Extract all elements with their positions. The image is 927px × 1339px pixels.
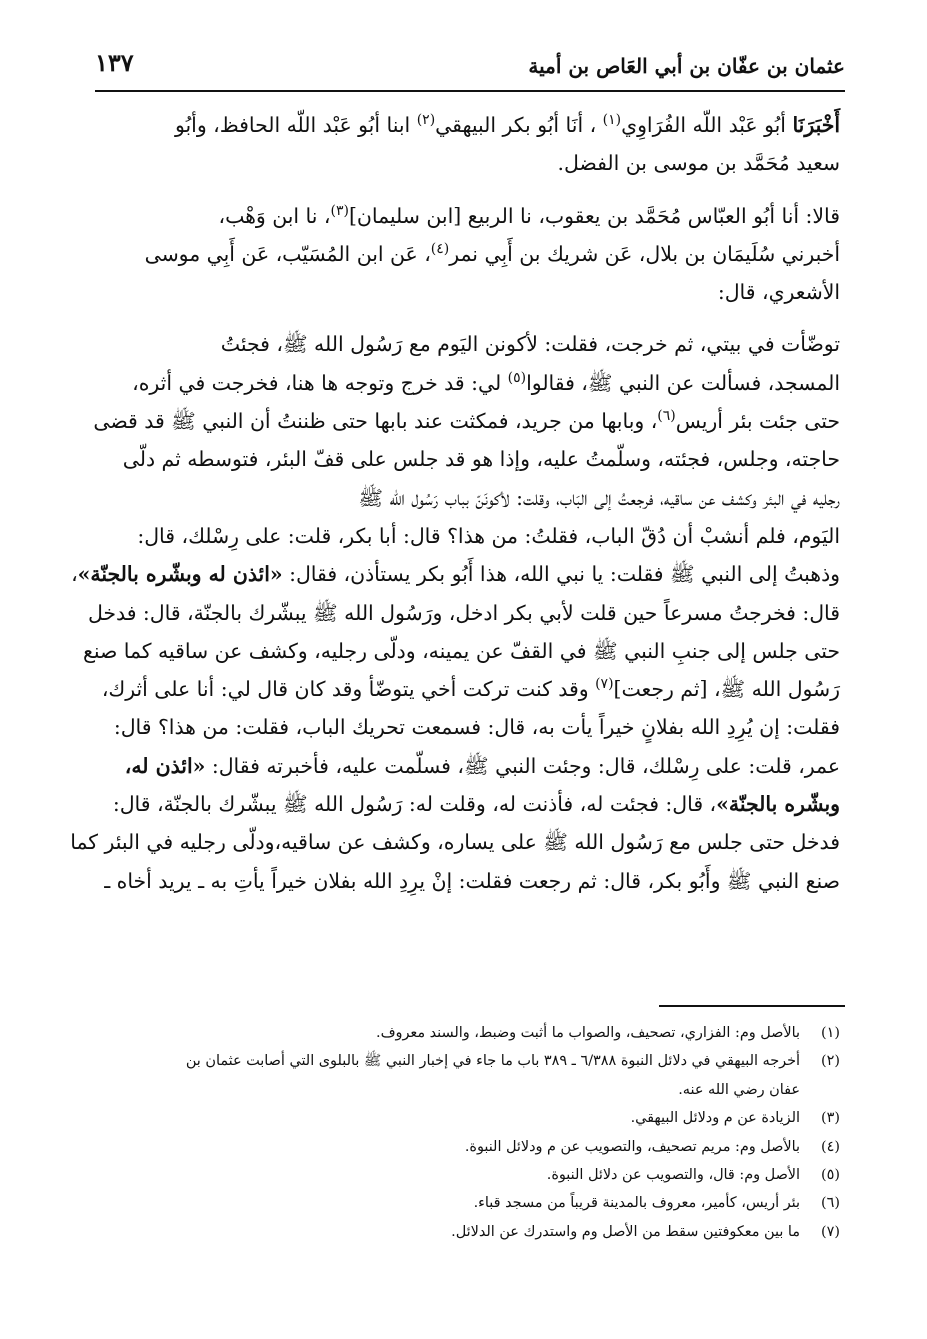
footnote	[88, 1104, 840, 1132]
running-title: عثمان بن عفّان بن أبي العَاص بن أمية	[528, 54, 845, 78]
text-run: أبُو عَبْد اللّه الفُرَاوِي	[621, 113, 793, 137]
text-line: حاجته، وجلس، فجئته، وسلّمتُ عليه، وإذا هو قد جلس على قفّ البئر، فتوسطه ثم دلّى	[122, 447, 840, 472]
footnote-separator	[659, 1005, 845, 1007]
footnote	[88, 1047, 840, 1104]
footnote-line: بالأصل وم: الفزاري، تصحيف، والصواب ما أثبت وضبط، والسند معروف.	[376, 1025, 800, 1041]
footnote-ref: (٣)	[330, 202, 349, 219]
hadith-quote: «ائذن له وبشّره بالجنّة»	[77, 562, 283, 587]
footnote	[88, 1218, 840, 1246]
footnote-text	[88, 1019, 800, 1047]
footnote	[88, 1189, 840, 1217]
paragraph-lead-word: أَخْبَرَنَا	[792, 113, 840, 137]
text-run: ، نا ابن وَهْب،	[218, 203, 331, 228]
text-run: وقد كنت تركت أخي يتوضّأ وقد كان قال لي: أنا على أثرك،	[101, 677, 596, 702]
text-run: رَسُول الله ﷺ، [ثم رجعت]	[613, 677, 840, 702]
footnote-ref: (٢)	[416, 112, 436, 129]
footnote-text	[88, 1047, 800, 1104]
footnote-text	[88, 1161, 800, 1189]
text-line	[88, 106, 840, 144]
paragraph-2	[88, 197, 840, 312]
footnote-line: بئر أريس، كأمير، معروف بالمدينة قريباً من مسجد قباء.	[473, 1195, 800, 1212]
running-header	[95, 46, 845, 92]
footnote	[88, 1133, 840, 1161]
paragraph-1	[88, 106, 840, 183]
text-line	[88, 785, 840, 823]
text-line: رجليه في البئر وكشف عن ساقيه، فرجعتُ إلى البَاب، وقلت: لأكونَنّ بباب رَسُول الله ﷺ	[358, 485, 840, 510]
footnote-number: (٥)	[821, 1167, 840, 1184]
hadith-quote: وبشّره بالجنّة»	[716, 792, 840, 817]
text-line: حتى جلس إلى جنبِ النبي ﷺ في القفّ عن يمينه، ودلّى رجليه، وكشف عن ساقيه كما صنع	[83, 638, 840, 663]
paragraph-3	[70, 325, 840, 899]
footnote-number: (٢)	[821, 1053, 840, 1070]
footnote	[88, 1019, 840, 1047]
footnote-text	[88, 1189, 800, 1217]
text-line: صنع النبي ﷺ وأَبُو بكر، قال: ثم رجعت فقلت: إنْ يرِدِ الله بفلان خيراً يأتِ به ـ يريد أخاه ـ	[104, 868, 840, 893]
footnote-line: بالأصل وم: مريم تصحيف، والتصويب عن م ودلائل النبوة.	[464, 1138, 800, 1155]
text-run: ، قال: فجئت له، فأذنت له، وقلت له: رَسُول الله ﷺ يبشّرك بالجنّة، قال:	[112, 792, 717, 817]
footnote-number: (٣)	[821, 1110, 840, 1127]
footnote-text	[88, 1104, 800, 1132]
text-line	[88, 402, 840, 440]
footnote-text	[88, 1218, 800, 1246]
text-line: توضّأت في بيتي، ثم خرجت، فقلت: لأكونن اليَوم مع رَسُول الله ﷺ، فجئتُ	[220, 332, 840, 357]
footnote	[88, 1161, 840, 1189]
text-line	[88, 235, 840, 273]
footnote-line: ما بين معكوفتين سقط من الأصل وم واستدرك عن الدلائل.	[451, 1223, 800, 1240]
text-run: ، أنَا أبُو بكر البيهقي	[435, 113, 603, 137]
text-line	[88, 197, 840, 235]
footnotes	[88, 1019, 840, 1246]
text-run: أخبرني سُلَيمَان بن بلال، عَن شريك بن أَبِي نمر	[449, 241, 840, 266]
main-text	[70, 106, 840, 900]
footnote-line: أخرجه البيهقي في دلائل النبوة ٦/٣٨٨ ـ ٣٨٩ باب ما جاء في إخبار النبي ﷺ بالبلوى التي أصابت عثمان بن	[185, 1053, 800, 1070]
text-run: المسجد، فسألت عن النبي ﷺ، فقالوا	[526, 370, 840, 395]
footnote-text	[88, 1133, 800, 1161]
text-run: عمر، قلت: على رِسْلك، قال: وجئت النبي ﷺ، فسلّمت عليه، فأخبرته فقال:	[205, 753, 840, 778]
text-run: قالا: أنا أبُو العبّاس مُحَمَّد بن يعقوب، نا الربيع [ابن سليمان]	[348, 203, 840, 228]
hadith-quote: «ائذن له،	[124, 753, 206, 778]
footnote-number: (١)	[821, 1025, 840, 1041]
text-line: سعيد مُحَمَّد بن موسى بن الفضل.	[557, 151, 840, 176]
footnote-line: الزيادة عن م ودلائل البيهقي.	[630, 1110, 800, 1127]
footnote-line: عفان رضي الله عنه.	[678, 1081, 800, 1098]
text-line	[88, 670, 840, 708]
footnote-ref: (٥)	[507, 369, 527, 386]
footnote-ref: (٧)	[595, 676, 614, 693]
text-line: اليَوم، فلم أنشبْ أن دُقّ الباب، فقلتُ: من هذا؟ قال: أبا بكر، قلت: على رِسْلك، قال:	[137, 523, 840, 548]
text-run: ابنا أبُو عَبْد اللّه الحافظ، وأبُو	[174, 113, 417, 137]
footnote-number: (٤)	[821, 1138, 840, 1155]
text-run: ،	[71, 562, 78, 587]
footnote-ref: (١)	[602, 112, 622, 129]
footnote-ref: (٤)	[430, 241, 450, 258]
text-run: ، وبابها من جريد، فمكثت عند بابها حتى ظننتُ أن النبي ﷺ قد قضى	[93, 409, 658, 434]
text-run: حتى جئت بئر أريس	[675, 409, 840, 434]
text-line	[88, 364, 840, 402]
footnote-number: (٦)	[821, 1195, 840, 1212]
text-run: ، عَن ابن المُسَيّب، عَن أَبِي موسى	[144, 241, 431, 266]
text-line: فقلت: إن يُرِدِ الله بفلانٍ خيراً يأت به، قال: فسمعت تحريك الباب، فقلت: من هذا؟ قال:	[113, 715, 840, 740]
text-line: قال: فخرجتُ مسرعاً حين قلت لأبي بكر ادخل، ورَسُول الله ﷺ يبشّرك بالجنّة، قال: فدخل	[87, 600, 840, 625]
text-run: لي: قد خرج وتوجه ها هنا، فخرجت في أثره،	[132, 370, 508, 395]
footnote-number: (٧)	[821, 1223, 840, 1240]
text-run: وذهبتُ إلى النبي ﷺ فقلت: يا نبي الله، هذا أَبُو بكر يستأذن، فقال:	[282, 562, 840, 587]
footnote-ref: (٦)	[657, 408, 676, 425]
text-line: فدخل حتى جلس مع رَسُول الله ﷺ على يساره، وكشف عن ساقيه،ودلّى رجليه في البئر كما	[70, 830, 840, 855]
footnote-line: الأصل وم: قال، والتصويب عن دلائل النبوة.	[546, 1167, 800, 1184]
text-line	[88, 747, 840, 785]
text-line	[71, 555, 840, 593]
text-line: الأشعري، قال:	[717, 280, 840, 305]
page-number: ١٣٧	[95, 48, 134, 77]
